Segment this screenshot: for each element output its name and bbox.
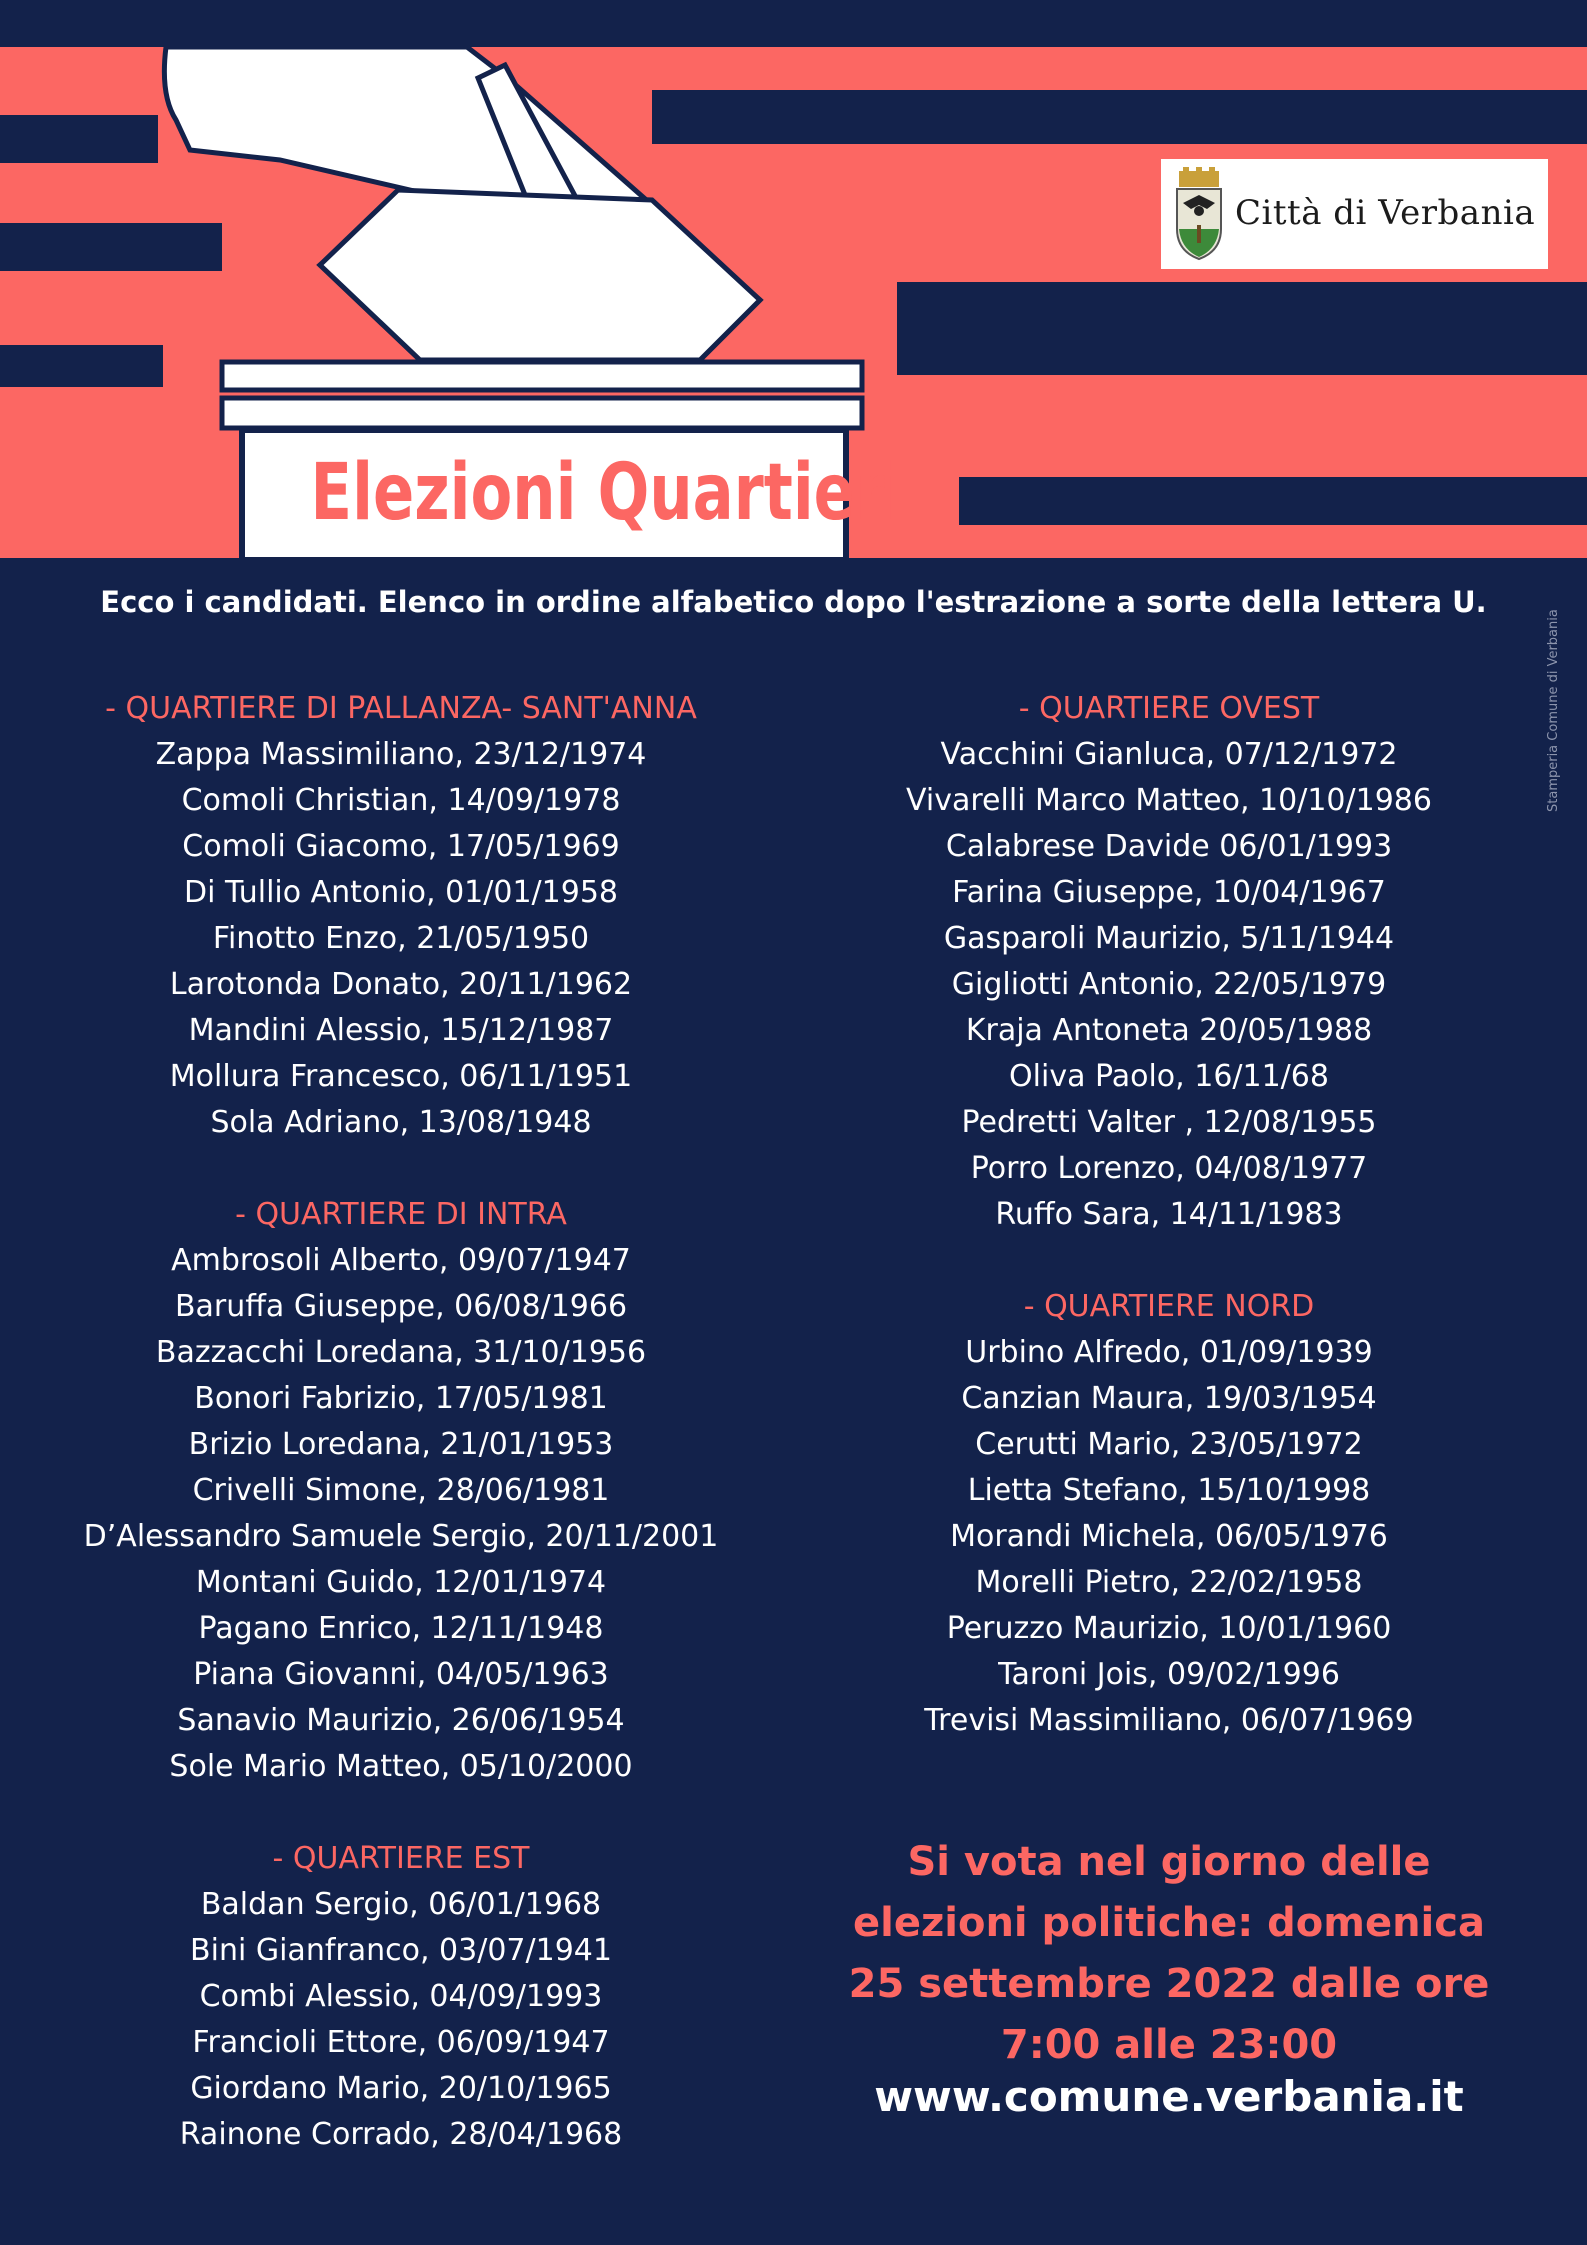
list-item: Comoli Giacomo, 17/05/1969 <box>182 829 620 864</box>
list-item: Kraja Antoneta 20/05/1988 <box>965 1013 1373 1048</box>
candidate-list-nord <box>826 1330 1512 1744</box>
list-item: Pagano Enrico, 12/11/1948 <box>198 1611 604 1646</box>
list-item: Peruzzo Maurizio, 10/01/1960 <box>946 1611 1392 1646</box>
vote-info: Si vota nel giorno delle elezioni politiche: domenica 25 settembre 2022 dalle ore 7:00 alle 23:00 <box>848 1839 1490 2068</box>
printer-note: Stamperia Comune di Verbania <box>1546 609 1561 812</box>
list-item: Sanavio Maurizio, 26/06/1954 <box>177 1703 625 1738</box>
list-item: Finotto Enzo, 21/05/1950 <box>212 921 590 956</box>
list-item: Mandini Alessio, 15/12/1987 <box>188 1013 614 1048</box>
right-column <box>826 686 1512 1744</box>
list-item: Combi Alessio, 04/09/1993 <box>199 1979 603 2014</box>
candidate-list-ovest <box>826 732 1512 1238</box>
candidate-list-intra <box>30 1238 772 1790</box>
list-item: Comoli Christian, 14/09/1978 <box>181 783 621 818</box>
list-item: Gasparoli Maurizio, 5/11/1944 <box>943 921 1395 956</box>
list-item: Morandi Michela, 06/05/1976 <box>950 1519 1388 1554</box>
city-name: Città di Verbania <box>1235 193 1536 233</box>
list-item: Mollura Francesco, 06/11/1951 <box>169 1059 633 1094</box>
list-item: Francioli Ettore, 06/09/1947 <box>192 2025 610 2060</box>
list-item: Giordano Mario, 20/10/1965 <box>190 2071 612 2106</box>
list-item: Larotonda Donato, 20/11/1962 <box>169 967 633 1002</box>
list-item: Oliva Paolo, 16/11/68 <box>1009 1059 1329 1094</box>
list-item: Sole Mario Matteo, 05/10/2000 <box>169 1749 633 1784</box>
list-item: Calabrese Davide 06/01/1993 <box>945 829 1393 864</box>
list-item: Brizio Loredana, 21/01/1953 <box>188 1427 614 1462</box>
list-item: Pedretti Valter , 12/08/1955 <box>961 1105 1377 1140</box>
list-item: Crivelli Simone, 28/06/1981 <box>192 1473 610 1508</box>
list-item: Porro Lorenzo, 04/08/1977 <box>970 1151 1368 1186</box>
list-item: Trevisi Massimiliano, 06/07/1969 <box>924 1703 1414 1738</box>
page-title: Elezioni Quartieri <box>310 448 906 538</box>
list-item: Morelli Pietro, 22/02/1958 <box>975 1565 1363 1600</box>
list-item: Lietta Stefano, 15/10/1998 <box>967 1473 1371 1508</box>
list-item: Bazzacchi Loredana, 31/10/1956 <box>155 1335 647 1370</box>
list-item: Sola Adriano, 13/08/1948 <box>210 1105 592 1140</box>
list-item: Baruffa Giuseppe, 06/08/1966 <box>174 1289 628 1324</box>
list-item: Baldan Sergio, 06/01/1968 <box>200 1887 602 1922</box>
list-item: Canzian Maura, 19/03/1954 <box>961 1381 1377 1416</box>
list-item: Bini Gianfranco, 03/07/1941 <box>190 1933 612 1968</box>
section-heading-intra: - QUARTIERE DI INTRA <box>235 1197 567 1232</box>
candidate-list-est <box>30 1882 772 2158</box>
list-item: Ruffo Sara, 14/11/1983 <box>995 1197 1343 1232</box>
list-item: Bonori Fabrizio, 17/05/1981 <box>194 1381 608 1416</box>
list-item: Zappa Massimiliano, 23/12/1974 <box>155 737 647 772</box>
hand-icon <box>164 47 760 360</box>
list-item: Vivarelli Marco Matteo, 10/10/1986 <box>906 783 1432 818</box>
website-link[interactable]: www.comune.verbania.it <box>874 2072 1464 2121</box>
list-item: Vacchini Gianluca, 07/12/1972 <box>940 737 1398 772</box>
list-item: D’Alessandro Samuele Sergio, 20/11/2001 <box>83 1519 719 1554</box>
list-item: Gigliotti Antonio, 22/05/1979 <box>951 967 1387 1002</box>
candidate-list-pallanza <box>30 732 772 1146</box>
left-column <box>30 686 772 2158</box>
list-item: Taroni Jois, 09/02/1996 <box>998 1657 1340 1692</box>
list-item: Farina Giuseppe, 10/04/1967 <box>952 875 1386 910</box>
list-item: Urbino Alfredo, 01/09/1939 <box>965 1335 1373 1370</box>
section-heading-est: - QUARTIERE EST <box>272 1841 530 1876</box>
list-item: Cerutti Mario, 23/05/1972 <box>975 1427 1363 1462</box>
intro-text: Ecco i candidati. Elenco in ordine alfabetico dopo l'estrazione a sorte della lettera U. <box>100 585 1487 619</box>
list-item: Montani Guido, 12/01/1974 <box>195 1565 607 1600</box>
list-item: Rainone Corrado, 28/04/1968 <box>179 2117 623 2152</box>
list-item: Piana Giovanni, 04/05/1963 <box>193 1657 609 1692</box>
list-item: Di Tullio Antonio, 01/01/1958 <box>184 875 618 910</box>
section-heading-ovest: - QUARTIERE OVEST <box>1018 691 1320 726</box>
list-item: Ambrosoli Alberto, 09/07/1947 <box>171 1243 631 1278</box>
section-heading-nord: - QUARTIERE NORD <box>1023 1289 1315 1324</box>
section-heading-pallanza: - QUARTIERE DI PALLANZA- SANT'ANNA <box>105 691 697 726</box>
